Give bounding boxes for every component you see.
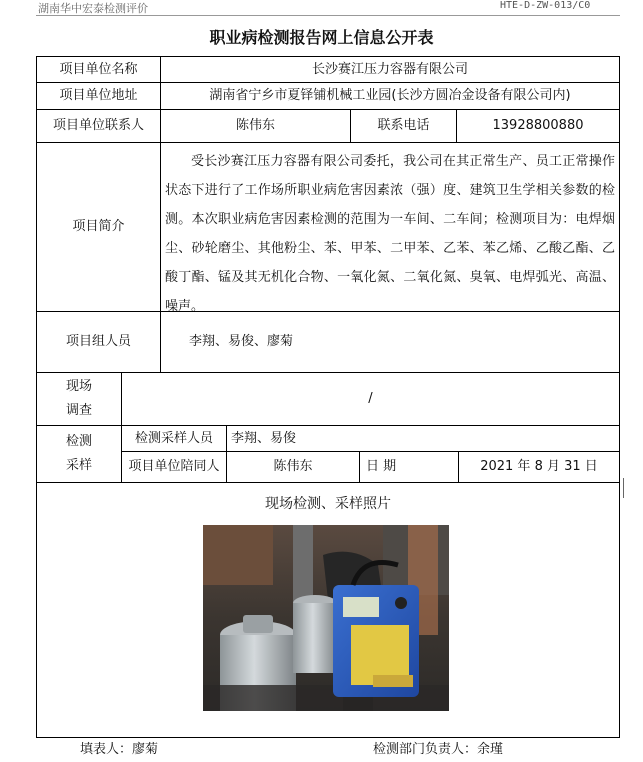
unit-address-value: 湖南省宁乡市夏铎铺机械工业园(长沙方圆冶金设备有限公司内): [160, 82, 620, 110]
header-org: 湖南华中宏泰检测评价: [38, 2, 148, 15]
unit-name-label: 项目单位名称: [36, 56, 161, 83]
unit-name-value: 长沙赛江压力容器有限公司: [160, 56, 620, 83]
escort-label: 项目单位陪同人: [121, 451, 227, 483]
site-sampling-photo-drawing: [203, 525, 449, 711]
page-title: 职业病检测报告网上信息公开表: [209, 28, 434, 47]
team-value: 李翔、易俊、廖菊: [160, 311, 620, 373]
date-label: 日 期: [359, 451, 459, 483]
date-value: 2021 年 8 月 31 日: [458, 451, 620, 483]
phone-value: 13928800880: [456, 109, 620, 143]
form-filler: 填表人：廖菊: [80, 742, 159, 757]
intro-text: 受长沙赛江压力容器有限公司委托，我公司在其正常生产、员工正常操作状态下进行了工作场所职业病危害因素浓（强）度、建筑卫生学相关参数的检测。本次职业病危害因素检测的范围为一车间、二车间；检测项目为：电焊烟尘、砂轮磨尘、其他粉尘、苯、甲苯、二甲苯、乙苯、苯乙烯、乙酸乙酯、乙酸丁酯、锰及其无机化合物、一氧化氮、二氧化氮、臭氧、电焊弧光、高温、噪声。: [165, 154, 615, 314]
survey-label: [36, 372, 122, 426]
sampling-label: [36, 425, 122, 483]
contact-value: 陈伟东: [160, 109, 351, 143]
header-doc-code: HTE-D-ZW-013/C0: [500, 0, 591, 11]
unit-address-label: 项目单位地址: [36, 82, 161, 110]
sampling-label-line2: 采样: [65, 458, 92, 473]
photo-section-title: 现场检测、采样照片: [265, 496, 391, 512]
department-head: 检测部门负责人：余瑾: [373, 742, 504, 757]
survey-label-line1: 现场: [65, 379, 92, 394]
escort-value: 陈伟东: [226, 451, 360, 483]
sampler-label: 检测采样人员: [121, 425, 227, 452]
survey-label-line2: 调查: [65, 403, 92, 418]
header-divider: [36, 15, 620, 16]
contact-label: 项目单位联系人: [36, 109, 161, 143]
sampling-label-line1: 检测: [65, 434, 92, 449]
photo-section: [36, 482, 620, 738]
survey-value: /: [121, 372, 620, 426]
intro-label: 项目简介: [36, 142, 161, 312]
sampler-value: 李翔、易俊: [226, 425, 620, 452]
phone-label: 联系电话: [350, 109, 457, 143]
site-sampling-photo: [203, 525, 449, 711]
page-edge-mark: [623, 478, 624, 498]
intro-text-cell: [160, 142, 620, 312]
team-label: 项目组人员: [36, 311, 161, 373]
